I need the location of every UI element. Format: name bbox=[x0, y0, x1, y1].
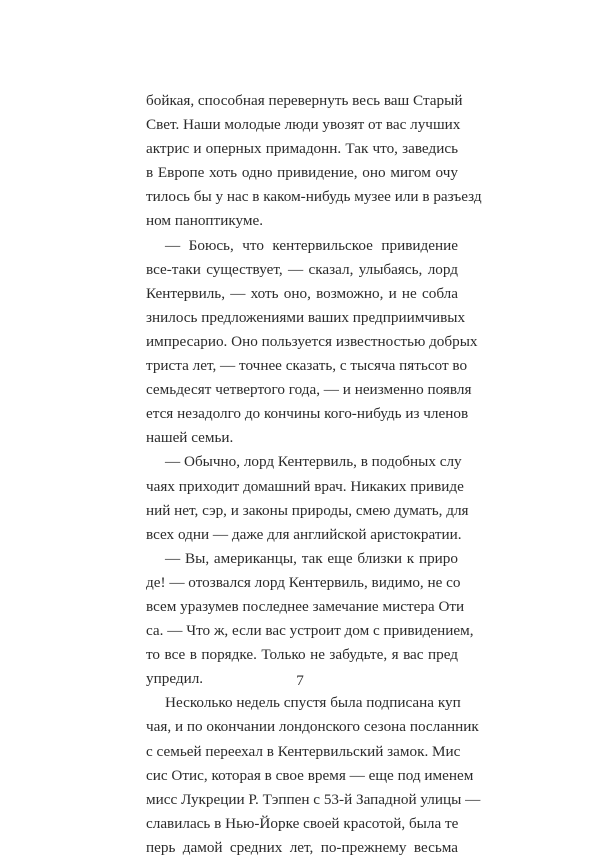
text-line bbox=[146, 643, 458, 667]
text-line bbox=[146, 354, 468, 378]
text-fragment: са. — Что ж, если вас устроит дом с привидением, bbox=[146, 622, 474, 640]
text-fragment: де! — отозвался лорд Кентервиль, видимо, не со bbox=[146, 573, 461, 591]
text-fragment: в Европе хоть одно привидение, оно мигом очу bbox=[146, 164, 458, 182]
text-fragment: чая, и по окончании лондонского сезона посланник bbox=[146, 718, 479, 736]
text-fragment: знилось предложениями ваших предприимчивых bbox=[146, 308, 466, 326]
text-line bbox=[146, 691, 461, 715]
text-fragment: славилась в Нью-Йорке своей красотой, была те bbox=[146, 814, 459, 832]
text-line: импресарио. Оно пользуется известностью добрых bbox=[146, 332, 478, 350]
text-fragment: чаях приходит домашний врач. Никаких привиде bbox=[146, 477, 464, 495]
text-fragment: упредил. bbox=[146, 670, 204, 688]
text-line bbox=[146, 595, 465, 619]
text-fragment: то все в порядке. Только не забудьте, я вас пред bbox=[146, 646, 458, 664]
text-fragment: с семьей переехал в Кентервильский замок. Мис bbox=[146, 742, 461, 760]
text-line bbox=[146, 740, 461, 764]
text-line bbox=[146, 475, 464, 499]
text-fragment: ется незадолго до кончины кого-нибудь из членов bbox=[146, 405, 469, 423]
text-line bbox=[146, 547, 458, 571]
text-line bbox=[146, 836, 458, 860]
text-line: нашей семьи. bbox=[146, 429, 234, 447]
text-fragment: перь дамой средних лет, по-прежнему весьма bbox=[146, 838, 458, 856]
text-fragment: ном паноптикуме. bbox=[146, 212, 264, 230]
text-line bbox=[146, 764, 474, 788]
text-fragment: триста лет, — точнее сказать, с тысяча пятьсот во bbox=[146, 357, 468, 375]
text-line bbox=[146, 450, 462, 474]
text-line bbox=[146, 209, 458, 233]
text-line bbox=[146, 378, 472, 402]
text-fragment: сис Отис, которая в свое время — еще под именем bbox=[146, 766, 474, 784]
text-line: все-таки существует, — сказал, улыбаясь, лорд bbox=[146, 260, 458, 278]
text-fragment: всем уразумев последнее замечание мистера Оти bbox=[146, 597, 465, 615]
text-line bbox=[146, 402, 469, 426]
text-fragment: — Обычно, лорд Кентервиль, в подобных слу bbox=[165, 453, 462, 471]
text-line bbox=[146, 185, 482, 209]
text-line bbox=[146, 306, 466, 330]
text-line: — Боюсь, что кентервильское привидение bbox=[165, 236, 458, 254]
text-fragment: семьдесят четвертого года, — и неизменно появля bbox=[146, 381, 472, 399]
body-text bbox=[146, 89, 482, 860]
text-line bbox=[146, 161, 458, 185]
text-line bbox=[146, 812, 458, 836]
text-fragment: тилось бы у нас в каком-нибудь музее или в разъезд bbox=[146, 188, 482, 206]
text-line: мисс Лукреции Р. Тэппен с 53-й Западной улицы — bbox=[146, 790, 481, 808]
text-line: Свет. Наши молодые люди увозят от вас лучших bbox=[146, 116, 461, 134]
text-line bbox=[146, 619, 474, 643]
text-fragment: ний нет, сэр, и законы природы, смею думать, для bbox=[146, 501, 469, 519]
text-fragment: Кентервиль, — хоть оно, возможно, и не собла bbox=[146, 284, 458, 302]
text-line: бойкая, способная перевернуть весь ваш Старый bbox=[146, 92, 463, 109]
text-line bbox=[146, 571, 461, 595]
text-line bbox=[146, 499, 469, 523]
text-line bbox=[146, 715, 479, 739]
text-line: актрис и оперных примадонн. Так что, заведись bbox=[146, 140, 458, 158]
page-number: 7 bbox=[296, 672, 304, 689]
text-line: всех одни — даже для английской аристократии. bbox=[146, 525, 462, 543]
text-fragment: — Вы, американцы, так еще близки к приро bbox=[165, 549, 458, 567]
text-line bbox=[146, 282, 458, 306]
text-fragment: Несколько недель спустя была подписана куп bbox=[165, 694, 461, 712]
